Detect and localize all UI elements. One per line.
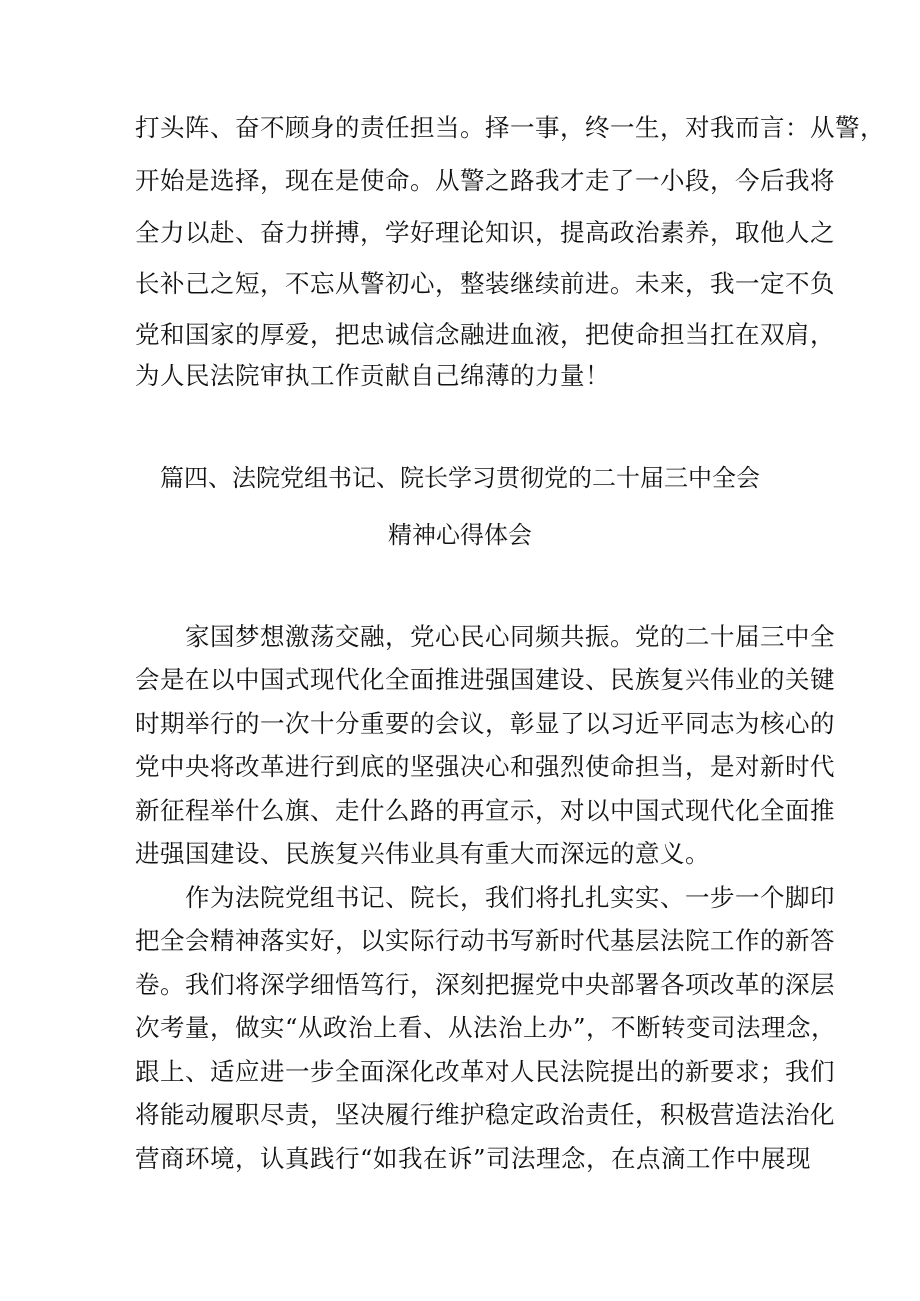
text-line: 打头阵、奋不顾身的责任担当。择一事，终一生，对我而言：从警， (135, 113, 885, 142)
text-line: 新征程举什么旗、走什么路的再宣示，对以中国式现代化全面推 (135, 796, 835, 825)
text-line: 为人民法院审执工作贡献自己绵薄的力量！ (135, 361, 610, 390)
text-line: 营商环境，认真践行“如我在诉”司法理念，在点滴工作中展现 (135, 1144, 812, 1173)
text-line: 全力以赴、奋力拼搏，学好理论知识，提高政治素养，取他人之 (135, 218, 835, 247)
text-line: 会是在以中国式现代化全面推进强国建设、民族复兴伟业的关键 (135, 665, 835, 694)
text-line: 次考量，做实“从政治上看、从法治上办”，不断转变司法理念， (135, 1013, 837, 1042)
text-line: 把全会精神落实好，以实际行动书写新时代基层法院工作的新答 (135, 926, 835, 955)
text-line: 将能动履职尽责，坚决履行维护稳定政治责任，积极营造法治化 (135, 1100, 835, 1129)
text-line: 开始是选择，现在是使命。从警之路我才走了一小段，今后我将 (135, 166, 835, 195)
text-line: 长补己之短，不忘从警初心，整装继续前进。未来，我一定不负 (135, 269, 835, 298)
heading-line-1: 篇四、法院党组书记、院长学习贯彻党的二十届三中全会 (160, 464, 760, 492)
text-line: 党和国家的厚爱，把忠诚信念融进血液，把使命担当扛在双肩， (135, 320, 835, 349)
text-line: 家国梦想激荡交融，党心民心同频共振。党的二十届三中全 (185, 622, 835, 651)
text-line: 党中央将改革进行到底的坚强决心和强烈使命担当，是对新时代 (135, 752, 835, 781)
text-line: 作为法院党组书记、院长，我们将扎扎实实、一步一个脚印 (185, 883, 835, 912)
text-line: 卷。我们将深学细悟笃行，深刻把握党中央部署各项改革的深层 (135, 970, 835, 999)
text-line: 进强国建设、民族复兴伟业具有重大而深远的意义。 (135, 839, 710, 868)
heading-line-2: 精神心得体会 (388, 521, 532, 549)
text-line: 跟上、适应进一步全面深化改革对人民法院提出的新要求；我们 (135, 1057, 835, 1086)
text-line: 时期举行的一次十分重要的会议，彰显了以习近平同志为核心的 (135, 709, 835, 738)
